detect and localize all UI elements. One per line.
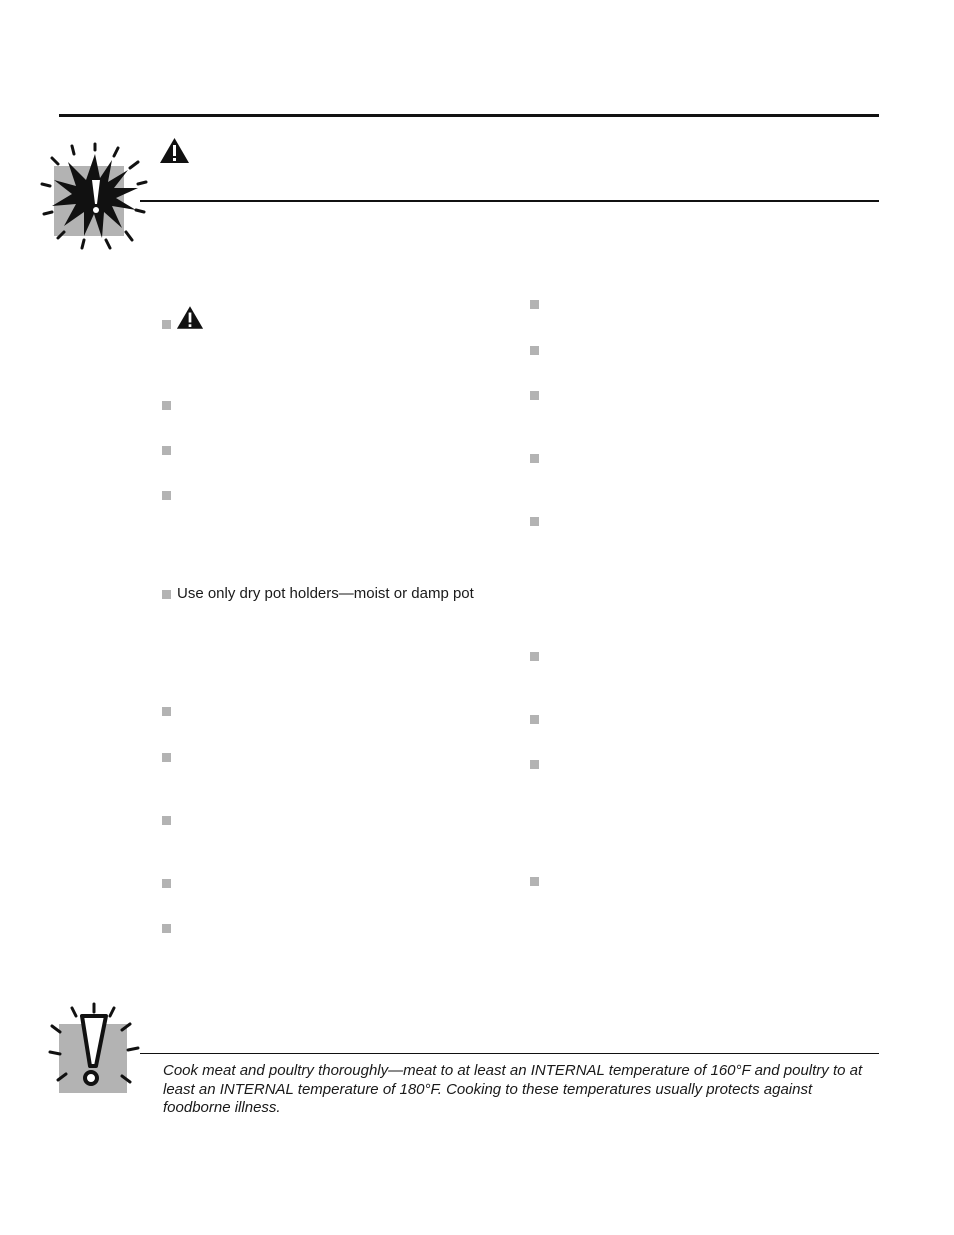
food-safety-tip: Cook meat and poultry thoroughly—meat to at least an INTERNAL temperature of 160°F and poultry to at least an INTERNAL temperature of 180°F. Cooking to these temperatures usually protects against foodborne illness.: [163, 1062, 863, 1116]
square-bullet-icon: [530, 715, 539, 724]
square-bullet-icon: [530, 760, 539, 769]
square-bullet-icon: [530, 454, 539, 463]
square-bullet-icon: [162, 879, 171, 888]
square-bullet-icon: [530, 300, 539, 309]
square-bullet-icon: [530, 346, 539, 355]
top-rule: [59, 114, 879, 117]
tip-rule: [140, 1053, 879, 1054]
warning-triangle-icon: [176, 305, 204, 330]
square-bullet-icon: [530, 391, 539, 400]
square-bullet-icon: [162, 816, 171, 825]
square-bullet-icon: [162, 401, 171, 410]
square-bullet-icon: [162, 753, 171, 762]
square-bullet-icon: [162, 924, 171, 933]
pot-holder-item: Use only dry pot holders—moist or damp pot: [177, 585, 474, 602]
square-bullet-icon: [162, 707, 171, 716]
square-bullet-icon: [162, 446, 171, 455]
square-bullet-icon: [162, 491, 171, 500]
square-bullet-icon: [530, 517, 539, 526]
warning-triangle-icon: [159, 137, 190, 164]
square-bullet-icon: [162, 320, 171, 329]
square-bullet-icon: [530, 877, 539, 886]
square-bullet-icon: [162, 590, 171, 599]
square-bullet-icon: [530, 652, 539, 661]
exclamation-tip-icon: [46, 1002, 142, 1096]
explosion-warning-icon: [40, 142, 150, 252]
header-bottom-rule: [140, 200, 879, 202]
